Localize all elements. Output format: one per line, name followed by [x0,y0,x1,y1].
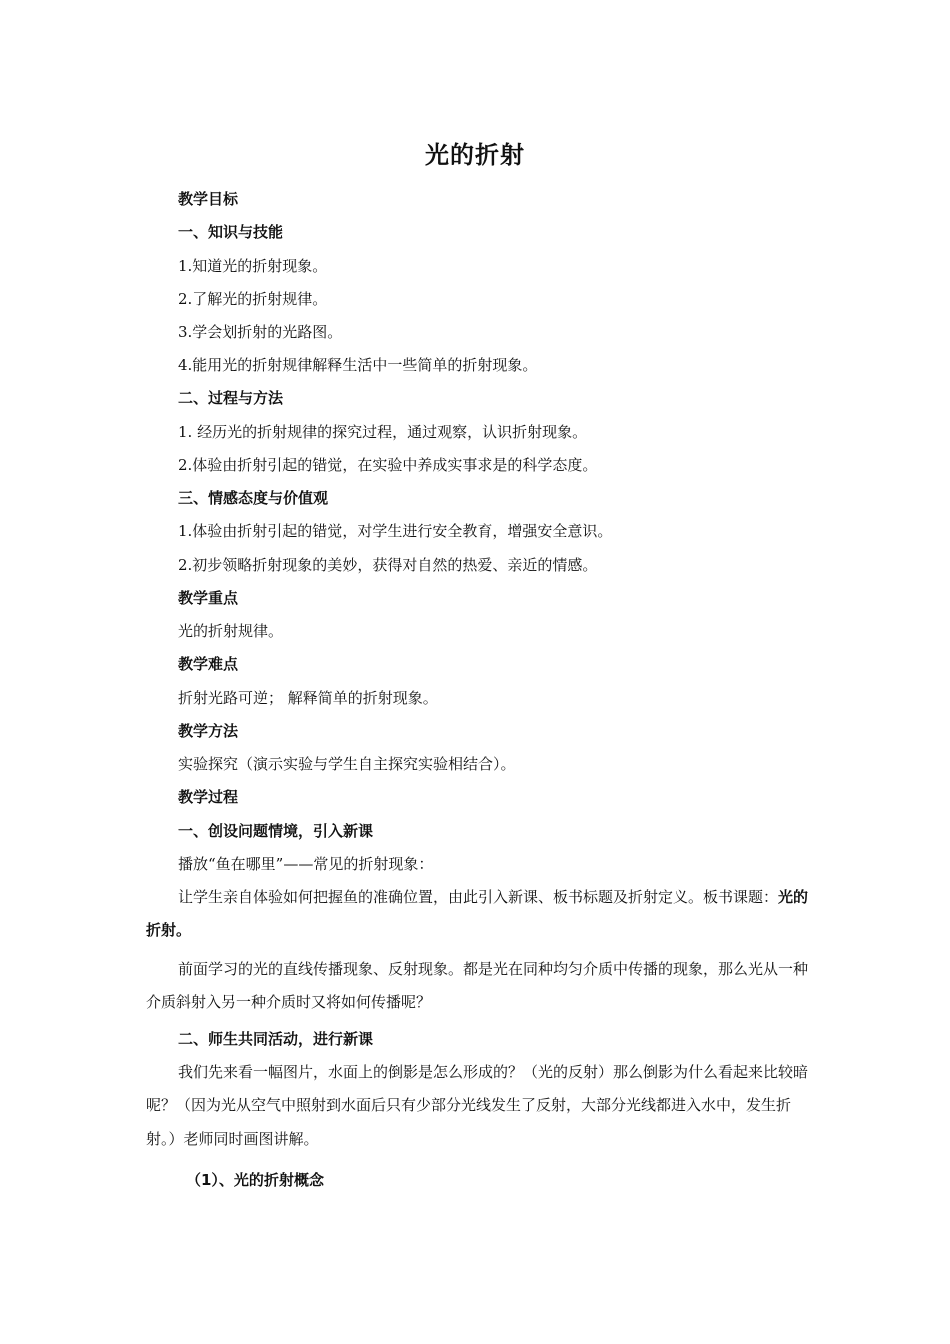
step1-paragraph-2 [146,881,812,948]
section1-item: 2.了解光的折射规律。 [178,290,328,308]
key-point-text: 光的折射规律。 [178,622,284,640]
step1-line: 播放“鱼在哪里”——常见的折射现象： [178,855,434,873]
method-text: 实验探究（演示实验与学生自主探究实验相结合）。 [178,755,516,773]
section2-item: 1. 经历光的折射规律的探究过程，通过观察，认识折射现象。 [178,423,588,441]
section3-heading: 三、情感态度与价值观 [178,489,329,507]
process-heading: 教学过程 [178,788,239,806]
key-point-heading: 教学重点 [178,589,239,607]
step2-heading: 二、师生共同活动，进行新课 [178,1030,374,1048]
step2-paragraph: 我们先来看一幅图片，水面上的倒影是怎么形成的？（光的反射）那么倒影为什么看起来比较暗呢？（因为光从空气中照射到水面后只有少部分光线发生了反射，大部分光线都进入水中，发生折射。）老师同时画图讲解。 [146,1063,809,1148]
section1-heading: 一、知识与技能 [178,223,284,241]
section1-item: 4.能用光的折射规律解释生活中一些简单的折射现象。 [178,356,538,374]
section3-item: 1.体验由折射引起的错觉，对学生进行安全教育，增强安全意识。 [178,522,613,540]
difficulty-text: 折射光路可逆； 解释简单的折射现象。 [178,689,438,707]
document-title: 光的折射 [425,141,525,169]
section3-item: 2.初步领略折射现象的美妙，获得对自然的热爱、亲近的情感。 [178,556,598,574]
paragraph-text: 让学生亲自体验如何把握鱼的准确位置，由此引入新课、板书标题及折射定义。板书课题： [178,888,779,906]
difficulty-heading: 教学难点 [178,655,239,673]
step1-heading: 一、创设问题情境，引入新课 [178,822,374,840]
subsection-heading: （1）、光的折射概念 [186,1171,324,1189]
lesson-title-bold: 光的折射。 [146,888,809,940]
goals-heading: 教学目标 [178,190,239,208]
section2-item: 2.体验由折射引起的错觉，在实验中养成实事求是的科学态度。 [178,456,598,474]
section2-heading: 二、过程与方法 [178,389,284,407]
section1-item: 1.知道光的折射现象。 [178,257,328,275]
method-heading: 教学方法 [178,722,239,740]
section1-item: 3.学会划折射的光路图。 [178,323,343,341]
step1-paragraph-3: 前面学习的光的直线传播现象、反射现象。都是光在同种均匀介质中传播的现象，那么光从一种介质斜射入另一种介质时又将如何传播呢？ [146,960,809,1012]
